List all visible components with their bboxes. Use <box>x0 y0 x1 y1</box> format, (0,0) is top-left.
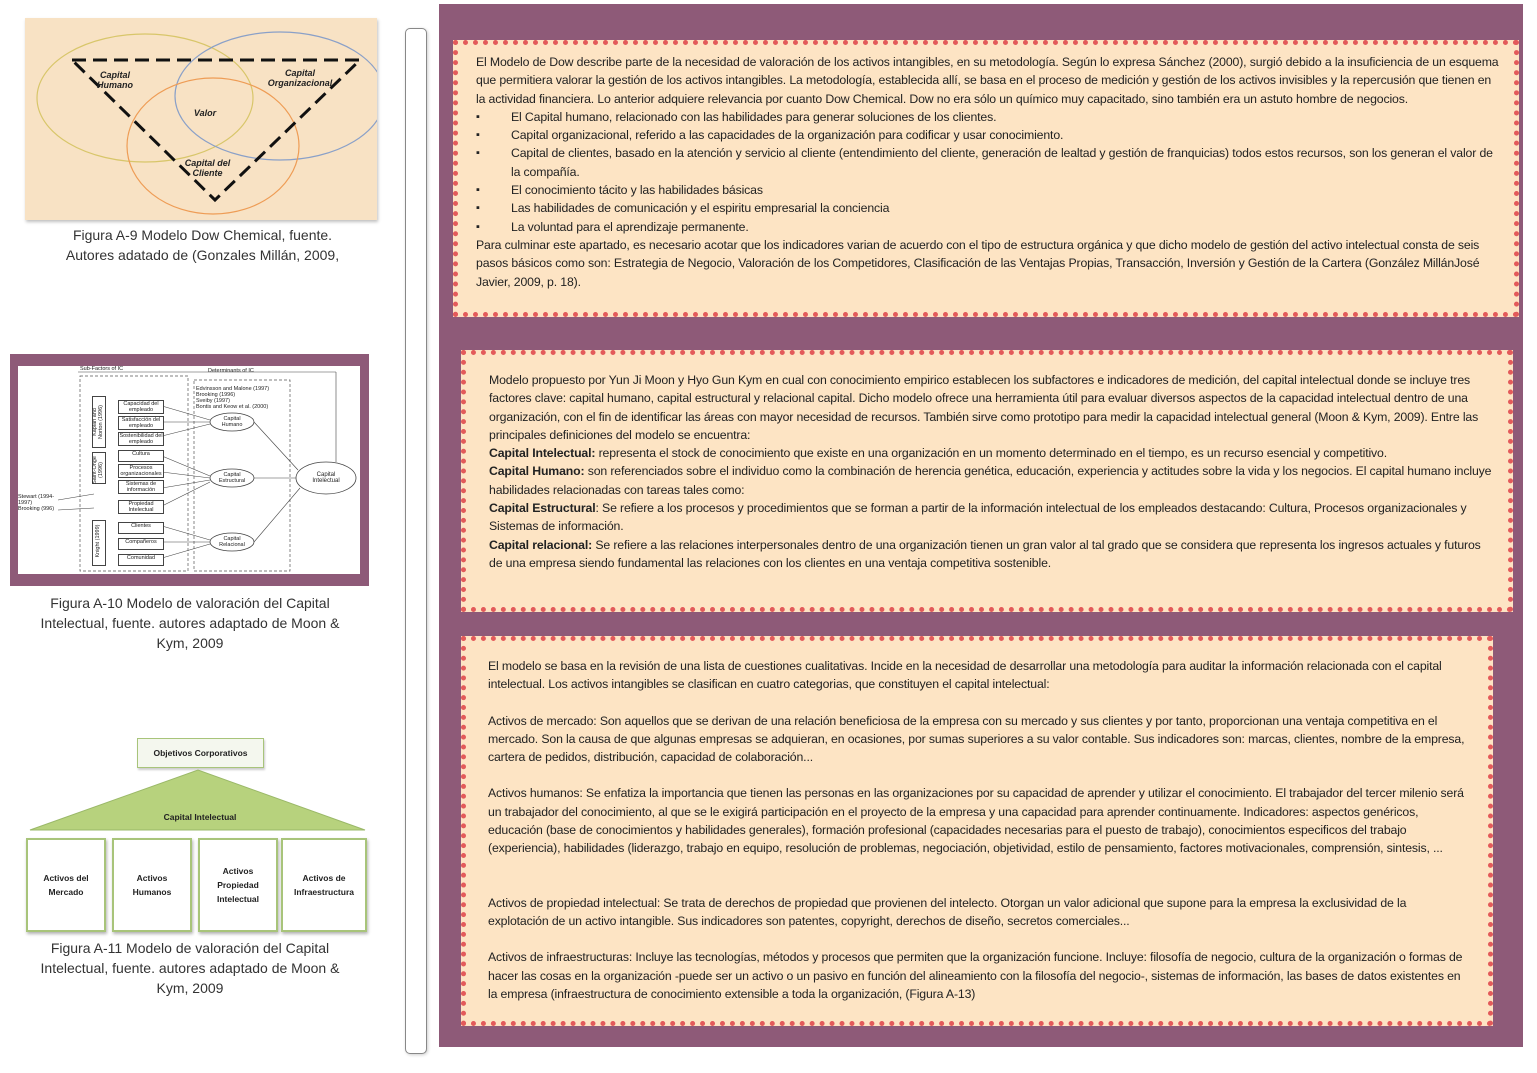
definition-capital-estructural: Capital Estructural: Se refiere a los procesos y procedimientos que se forman a partir de la información intelectual de los empleados destacando: Cultura, Procesos organizacionales y Sistemas de información. <box>489 501 1467 534</box>
definition-capital-intelectual: Capital Intelectual: representa el stock de conocimiento que existe en una organización en un momento determinado en el tiempo, es un recurso esencial y competitivo. <box>489 446 1388 461</box>
list-item: ▪ Capital de clientes, basado en la atención y servicio al cliente (entendimiento del cliente, generación de lealtad y gestión de franquicias) todos estos recursos, son los generan el valor de la compañía. <box>476 144 1500 181</box>
sub-factor-box: Propiedad Intelectual <box>118 500 164 514</box>
left-ref-brooking: Brooking (996) <box>18 506 55 512</box>
note2-intro: Modelo propuesto por Yun Ji Moon y Hyo Gun Kym en cual con conocimiento empirico establecen los subfactores e indicadores de medición, del capital intelectual donde se incluye tres factores clave: capital humano, capital estructural y relacional capital. Dicho modelo ofrece una herramienta útil para evaluar diversos aspectos de la capacidad intelectual dentro de una organización, con el fin de identificar las áreas con mayor necesidad de recursos. También sirve como prototipo para medir la capacidad intelectual general (Moon & Kym, 2009). Entre las principales definiciones del modelo se encuentra: <box>489 373 1479 442</box>
objetivos-corporativos-box: Objetivos Corporativos <box>137 738 264 768</box>
activos-mercado-box: Activos del Mercado <box>26 838 106 932</box>
definition-capital-humano: Capital Humano: son referenciados sobre el individuo como la combinación de herencia genética, educación, experiencia y actitudes sobre la vida y los negocios. El capital humano incluye habilidades relacionadas con tareas tales como: <box>489 464 1492 497</box>
figure-a10-moon-kym-model <box>10 354 369 586</box>
author-saint-onge: Saint-Onge (1996) <box>92 456 104 484</box>
node-capital-humano: Capital Humano <box>221 416 243 428</box>
figure-a9-dow-model <box>25 18 377 220</box>
author-kaplan-norton: Kaplan and Norton (1996) <box>92 405 104 439</box>
determinants-title: Determinants of IC <box>208 368 254 374</box>
sub-factor-box: Capacidad del empleado <box>118 400 164 414</box>
label-capital-organizacional: Capital Organizacional <box>267 68 333 88</box>
sub-factor-box: Satisfacción del empleado <box>118 416 164 430</box>
sub-factor-box: Clientes <box>118 522 164 534</box>
activos-infraestructura-text: Activos de infraestructuras: Incluye las tecnologías, métodos y procesos que permiten que la organización funcione. Incluye: filosofía de negocio, cultura de la organización o formas de hacer las cosas en la organización -puede ser un activo o un pasivo en función del alineamiento con la filosofía del negocio-, sistemas de información, las bases de datos existentes en la empresa (infraestructura de conocimiento extensible a toda la organización, (Figura A-13) <box>488 950 1463 1001</box>
caption-figure-a11: Figura A-11 Modelo de valoración del Capital Intelectual, fuente. autores adaptado de Moon & Kym, 2009 <box>40 940 340 996</box>
moon-kym-diagram <box>18 366 360 574</box>
sub-factors-title: Sub-Factors of IC <box>80 366 124 372</box>
capital-intelectual-label: Capital Intelectual <box>163 812 237 822</box>
activos-propiedad-intelectual-box: Activos Propiedad Intelectual <box>198 838 278 932</box>
vertical-scrollbar[interactable] <box>405 28 427 1054</box>
content-panel <box>439 4 1523 1047</box>
list-item: ▪ La voluntad para el aprendizaje permanente. <box>476 218 1500 236</box>
note3-intro: El modelo se basa en la revisión de una lista de cuestiones cualitativas. Incide en la necesidad de desarrollar una metodología para auditar la información relacionada con el capital intelectual. Los activos intangibles se clasifican en cuatro categorias, que constituyen el capital intelectual: <box>488 659 1442 692</box>
node-capital-intelectual: Capital Intelectual <box>312 472 340 484</box>
note-dow-model <box>453 40 1519 317</box>
author-knight: Knight (1999) <box>95 524 101 558</box>
list-item: ▪ El Capital humano, relacionado con las habilidades para generar soluciones de los clientes. <box>476 108 1500 126</box>
sub-factor-box: Sostenibilidad del empleado <box>119 433 163 445</box>
list-item: ▪ Capital organizacional, referido a las capacidades de la organización para codificar y usar conocimiento. <box>476 126 1500 144</box>
capital-triangle <box>25 768 370 832</box>
activos-humanos-text: Activos humanos: Se enfatiza la importancia que tienen las personas en las organizaciones por su capacidad de aprender y utilizar el conocimiento. El trabajador del tercer milenio será un trabajador del conocimiento, al que se le exigirá participación en el proyecto de la empresa y una capacidad para aprender continuamente. Indicadores: aspectos genéricos, educación (base de conocimientos y habilidades generales), formación profesional (capacidades necesarias para el puesto de trabajo), conocimientos especificos del trabajo (experiencia), habilidades (liderazgo, trabajo en equipo, resolución de problemas, negociación, objetividad, estilo de pensamiento, factores motivacionales, comprensión, sintesis, ... <box>488 786 1464 856</box>
list-item: ▪ El conocimiento tácito y las habilidades básicas <box>476 181 1500 199</box>
activos-infraestructura-box: Activos de Infraestructura <box>281 838 367 932</box>
note1-intro: El Modelo de Dow describe parte de la necesidad de valoración de los activos intangibles, en su metodología. Según lo expresa Sánchez (2000), surgió debido a la insuficiencia de un esquema que permitiera valorar la gestión de los activos intangibles. La metodología, establecida allí, se basa en el proceso de medición y gestión de los activos invisibles y la repercusión que tienen en la actividad financiera. Lo anterior adquiere relevancia por cuanto Dow Chemical. Dow no era sólo un químico muy capacitado, sino también era un astuto hombre de negocios. <box>476 55 1499 106</box>
definition-capital-relacional: Capital relacional: Se refiere a las relaciones interpersonales dentro de una organización tienen un gran valor al tal grado que se considera que representa los ingresos actuales y futuros de una empresa siendo fundamental las relaciones con los clientes en una ventaja competitiva sostenible. <box>489 537 1481 570</box>
activos-propiedad-text: Activos de propiedad intelectual: Se trata de derechos de propiedad que provienen del intelecto. Otorgan un valor adicional que supone para la empresa la exclusividad de la explotación de un activo intangible. Sus indicadores son patentes, copyright, derechos de diseño, secretos comerciales... <box>488 895 1407 928</box>
activos-humanos-box: Activos Humanos <box>112 838 192 932</box>
node-capital-estructural: Capital Estructural <box>218 472 246 484</box>
sub-factor-box: Cultura <box>118 450 164 462</box>
note-intangible-assets <box>461 636 1493 1026</box>
note-moon-kym-model <box>461 350 1513 612</box>
caption-figure-a10: Figura A-10 Modelo de valoración del Capital Intelectual, fuente. autores adaptado de Moon & Kym, 2009 <box>40 595 340 651</box>
reference-list: Edvinsson and Malone (1997) Brooking (1996) Sveiby (1997) Bontis and Keow et al. (2000) <box>196 386 270 410</box>
node-capital-relacional: Capital Relacional <box>219 536 245 548</box>
note1-closing: Para culminar este apartado, es necesario acotar que los indicadores varian de acuerdo con el tipo de estructura orgánica y que dicho modelo de gestión del activo intelectual consta de seis pasos básicos como son: Estrategia de Negocio, Valoración de los Competidores, Clasificación de las Ventajas Propias, Transacción, Inversión y Gestión de la Cartera (González MillánJosé Javier, 2009, p. 18). <box>476 237 1480 289</box>
note1-bullets <box>476 108 1500 236</box>
activos-mercado-text: Activos de mercado: Son aquellos que se derivan de una relación beneficiosa de la empresa con su mercado y sus clientes y por tanto, proporcionan una ventaja competitiva en el mercado. Son la causa de que algunas empresas se adquieran, en ocasiones, por sumas superiores a su valor contable. Sus indicadores son: marcas, clientes, nombre de la empresa, cartera de pedidos, distribución, capacidad de colaboración... <box>488 713 1465 765</box>
label-capital-humano: Capital Humano <box>97 70 133 90</box>
left-ref-stewart: Stewart (1994-1997) <box>18 494 55 506</box>
label-capital-cliente: Capital del Cliente <box>184 158 231 178</box>
sub-factor-box: Comunidad <box>118 554 164 566</box>
label-valor: Valor <box>193 108 217 118</box>
sub-factor-box: Procesos organizacionales <box>118 464 164 478</box>
sub-factor-box: Compañeros <box>118 538 164 550</box>
dow-model-diagram <box>25 18 377 220</box>
list-item: ▪ Las habilidades de comunicación y el espiritu empresarial la conciencia <box>476 199 1500 217</box>
caption-figure-a9: Figura A-9 Modelo Dow Chemical, fuente. Autores adatado de (Gonzales Millán, 2009, <box>65 227 340 263</box>
sub-factor-box: Sistemas de información <box>118 480 164 494</box>
